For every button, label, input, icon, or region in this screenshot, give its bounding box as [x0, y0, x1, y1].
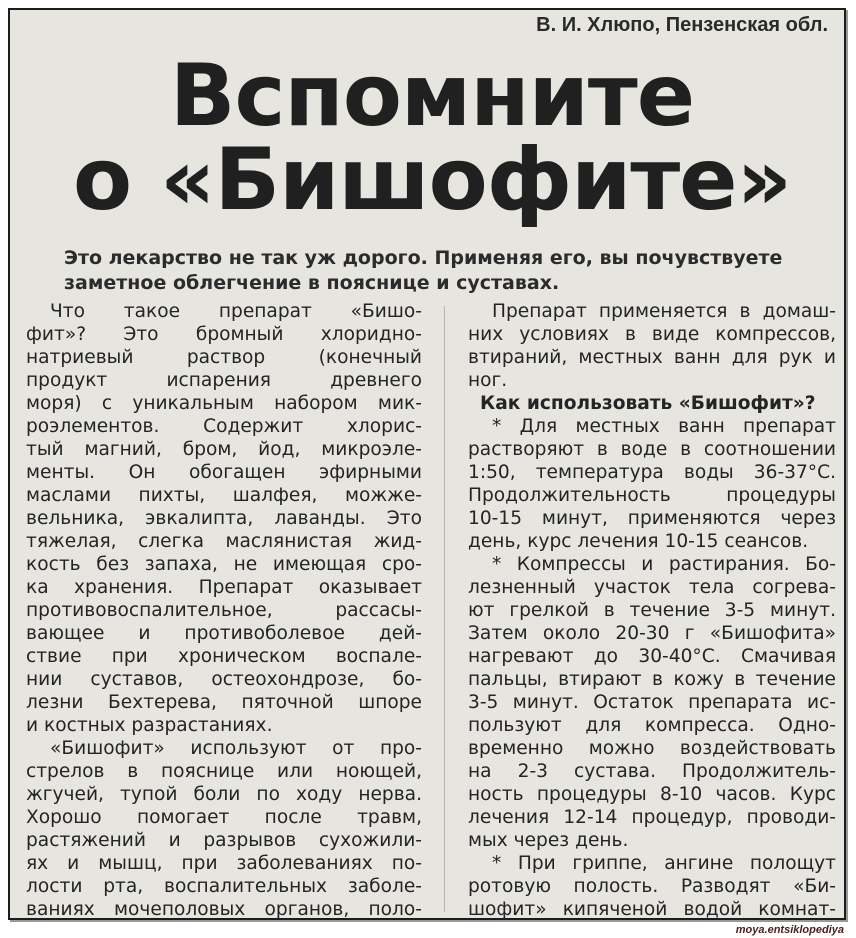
text-line: ях и мышц, при заболеваниях по-: [26, 853, 422, 874]
right-column: [468, 300, 836, 920]
text-line: * Компрессы и растирания. Бо-: [492, 554, 836, 575]
text-line: вельника, эвкалипта, лаванды. Это: [26, 508, 422, 529]
article-headline: [30, 46, 834, 230]
text-line: натриевый раствор (конечный: [26, 347, 422, 368]
text-line: * Для местных ванн препарат: [492, 416, 836, 437]
text-line: моря) с уникальным набором мик-: [26, 393, 422, 414]
author-byline: В. И. Хлюпо, Пензенская обл.: [536, 14, 828, 36]
lead-line-1: Это лекарство не так уж дорого. Применяя его, вы почувствуете: [64, 247, 783, 269]
text-line: них условиях в виде компрессов,: [468, 324, 836, 345]
text-line: Препарат применяется в домаш-: [492, 301, 836, 322]
text-line: * При гриппе, ангине полощут: [492, 853, 836, 874]
headline-line-2: о «Бишофите»: [72, 130, 792, 230]
text-line: временно можно воздействовать: [468, 738, 836, 759]
text-line: и костных разрастаниях.: [26, 715, 273, 736]
text-line: маслами пихты, шалфея, можже-: [26, 485, 422, 506]
text-line: лезни Бехтерева, пяточной шпоре: [26, 692, 422, 713]
text-line: ствие при хроническом воспале-: [26, 646, 422, 667]
text-line: растворяют в воде в соотношении: [468, 439, 836, 460]
text-line: противовоспалительное, рассасы-: [26, 600, 422, 621]
text-line: тый магний, бром, йод, микроэле-: [26, 439, 422, 460]
text-line: растяжений и разрывов сухожили-: [26, 830, 422, 851]
lead-line-2: заметное облегчение в пояснице и суставах.: [64, 272, 560, 294]
text-line: Что такое препарат «Бишо-: [50, 301, 422, 322]
text-line: Хорошо помогает после травм,: [26, 807, 422, 828]
text-line: стрелов в пояснице или ноющей,: [26, 761, 422, 782]
column-divider: [444, 306, 445, 912]
text-line: ног.: [468, 370, 508, 391]
text-line: ротовую полость. Разводят «Би-: [468, 876, 836, 897]
text-line: ваниях мочеполовых органов, поло-: [26, 899, 422, 920]
text-line: ка хранения. Препарат оказывает: [26, 577, 422, 598]
text-line: тяжелая, слегка маслянистая жид-: [26, 531, 422, 552]
text-line: кость без запаха, не имеющая сро-: [26, 554, 422, 575]
headline-line-1: Вспомните: [169, 46, 695, 146]
text-line: на 2-3 сустава. Продолжитель-: [468, 761, 836, 782]
section-subheading: Как использовать «Бишофит»?: [480, 393, 816, 414]
text-line: продукт испарения древнего: [26, 370, 422, 391]
text-line: 3-5 минут. Остаток препарата ис-: [468, 692, 836, 713]
text-line: втираний, местных ванн для рук и: [468, 347, 836, 368]
text-line: пальцы, втирают в кожу в течение: [468, 669, 836, 690]
text-line: Продолжительность процедуры: [468, 485, 836, 506]
text-line: ность процедуры 8-10 часов. Курс: [468, 784, 836, 805]
text-line: «Бишофит» используют от про-: [50, 738, 422, 759]
newspaper-clipping: [8, 8, 846, 920]
text-line: Затем около 20-30 г «Бишофита»: [468, 623, 836, 644]
text-line: 1:50, температура воды 36-37°С.: [468, 462, 836, 483]
text-line: день, курс лечения 10-15 сеансов.: [468, 531, 809, 552]
text-line: жгучей, тупой боли по ходу нерва.: [26, 784, 422, 805]
text-line: 10-15 минут, применяются через: [468, 508, 836, 529]
left-column: [26, 300, 422, 920]
text-line: лезненный участок тела согрева-: [468, 577, 836, 598]
text-line: вающее и противоболевое дей-: [26, 623, 422, 644]
watermark: moya.entsiklopediya: [735, 924, 844, 936]
text-line: нагревают до 30-40°С. Смачивая: [468, 646, 836, 667]
text-line: роэлементов. Содержит хлорис-: [26, 416, 422, 437]
article-lead: [64, 246, 834, 296]
text-line: нии суставов, остеохондрозе, бо-: [26, 669, 422, 690]
text-line: лости рта, воспалительных заболе-: [26, 876, 422, 897]
text-line: менты. Он обогащен эфирными: [26, 462, 422, 483]
text-line: пользуют для компресса. Одно-: [468, 715, 836, 736]
text-line: лечения 12-14 процедур, проводи-: [468, 807, 836, 828]
text-line: шофит» кипяченой водой комнат-: [468, 899, 836, 920]
text-line: мых через день.: [468, 830, 629, 851]
text-line: фит»? Это бромный хлоридно-: [26, 324, 422, 345]
text-line: ют грелкой в течение 3-5 минут.: [468, 600, 836, 621]
